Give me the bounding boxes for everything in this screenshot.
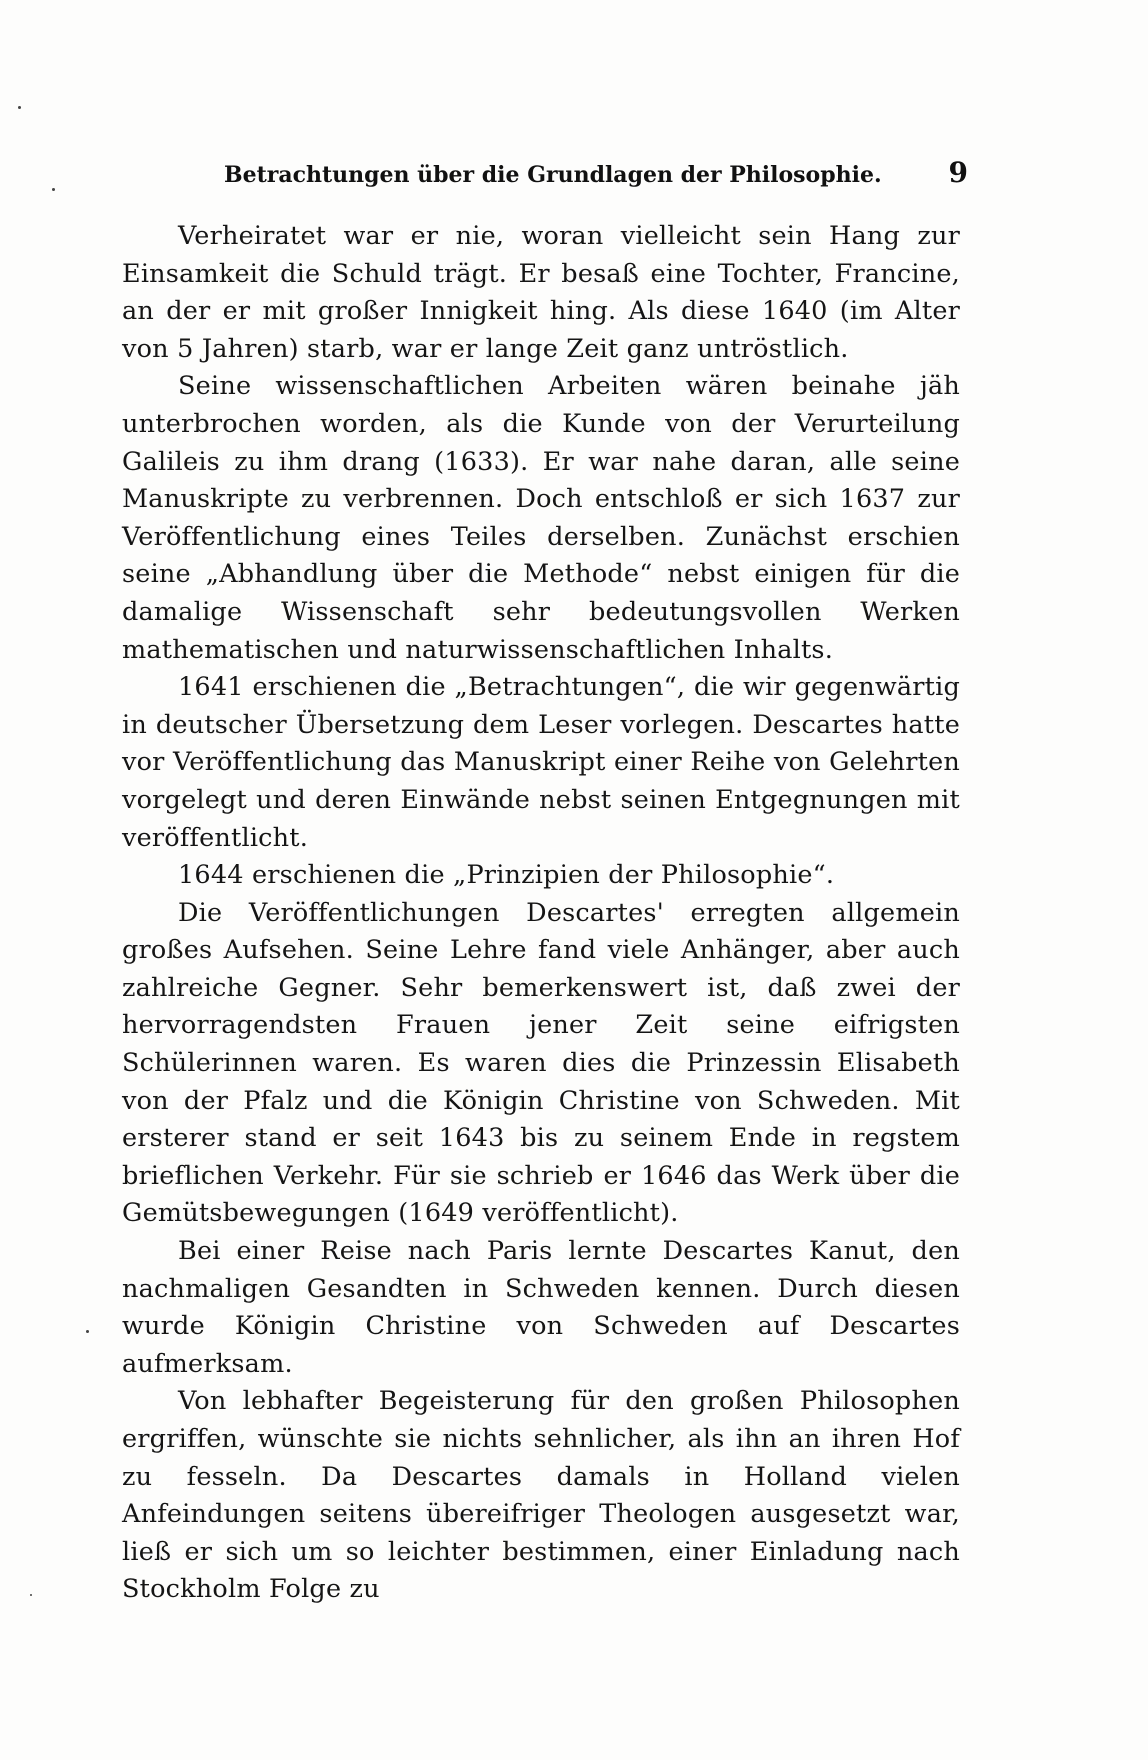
running-head: Betrachtungen über die Grundlagen der Philosophie. [224, 162, 882, 188]
scan-speck [18, 106, 21, 109]
paragraph: Die Veröffentlichungen Descartes' erregten allgemein großes Aufsehen. Seine Lehre fand viele Anhänger, aber auch zahlreiche Gegner. Sehr bemerkenswert ist, daß zwei der hervorragendsten Frauen jener Zeit seine eifrigsten Schülerinnen waren. Es waren dies die Prinzessin Elisabeth von der Pfalz und die Königin Christine von Schweden. Mit ersterer stand er seit 1643 bis zu seinem Ende in regstem brieflichen Verkehr. Für sie schrieb er 1646 das Werk über die Gemütsbewegungen (1649 veröffentlicht). [122, 897, 960, 1229]
paragraph: 1644 erschienen die „Prinzipien der Philosophie“. [178, 860, 835, 891]
paragraph: Von lebhafter Begeisterung für den großen Philosophen ergriffen, wünschte sie nichts sehnlicher, als ihn an ihren Hof zu fesseln. Da Descartes damals in Holland vielen Anfeindungen seitens übereifriger Theologen ausgesetzt war, ließ er sich um so leichter bestimmen, einer Einladung nach Stockholm Folge zu [122, 1386, 960, 1605]
body-text [122, 218, 960, 1609]
page-header [122, 156, 982, 196]
page-number: 9 [948, 156, 968, 189]
paragraph: 1641 erschienen die „Betrachtungen“, die wir gegenwärtig in deutscher Übersetzung dem Leser vorlegen. Descartes hatte vor Veröffentlichung das Manuskript einer Reihe von Gelehrten vorgelegt und deren Einwände nebst seinen Entgegnungen mit veröffentlicht. [122, 672, 960, 853]
scan-speck [86, 1330, 89, 1333]
paragraph: Verheiratet war er nie, woran vielleicht sein Hang zur Einsamkeit die Schuld trägt. Er besaß eine Tochter, Francine, an der er mit großer Innigkeit hing. Als diese 1640 (im Alter von 5 Jahren) starb, war er lange Zeit ganz untröstlich. [122, 221, 960, 364]
paragraph: Bei einer Reise nach Paris lernte Descartes Kanut, den nachmaligen Gesandten in Schweden kennen. Durch diesen wurde Königin Christine von Schweden auf Descartes aufmerksam. [122, 1236, 960, 1379]
scan-speck [30, 1594, 32, 1596]
paragraph: Seine wissenschaftlichen Arbeiten wären beinahe jäh unterbrochen worden, als die Kunde von der Verurteilung Galileis zu ihm drang (1633). Er war nahe daran, alle seine Manuskripte zu verbrennen. Doch entschloß er sich 1637 zur Veröffentlichung eines Teiles derselben. Zunächst erschien seine „Abhandlung über die Methode“ nebst einigen für die damalige Wissenschaft sehr bedeutungsvollen Werken mathematischen und naturwissenschaftlichen Inhalts. [122, 371, 960, 665]
scan-speck [52, 188, 55, 191]
